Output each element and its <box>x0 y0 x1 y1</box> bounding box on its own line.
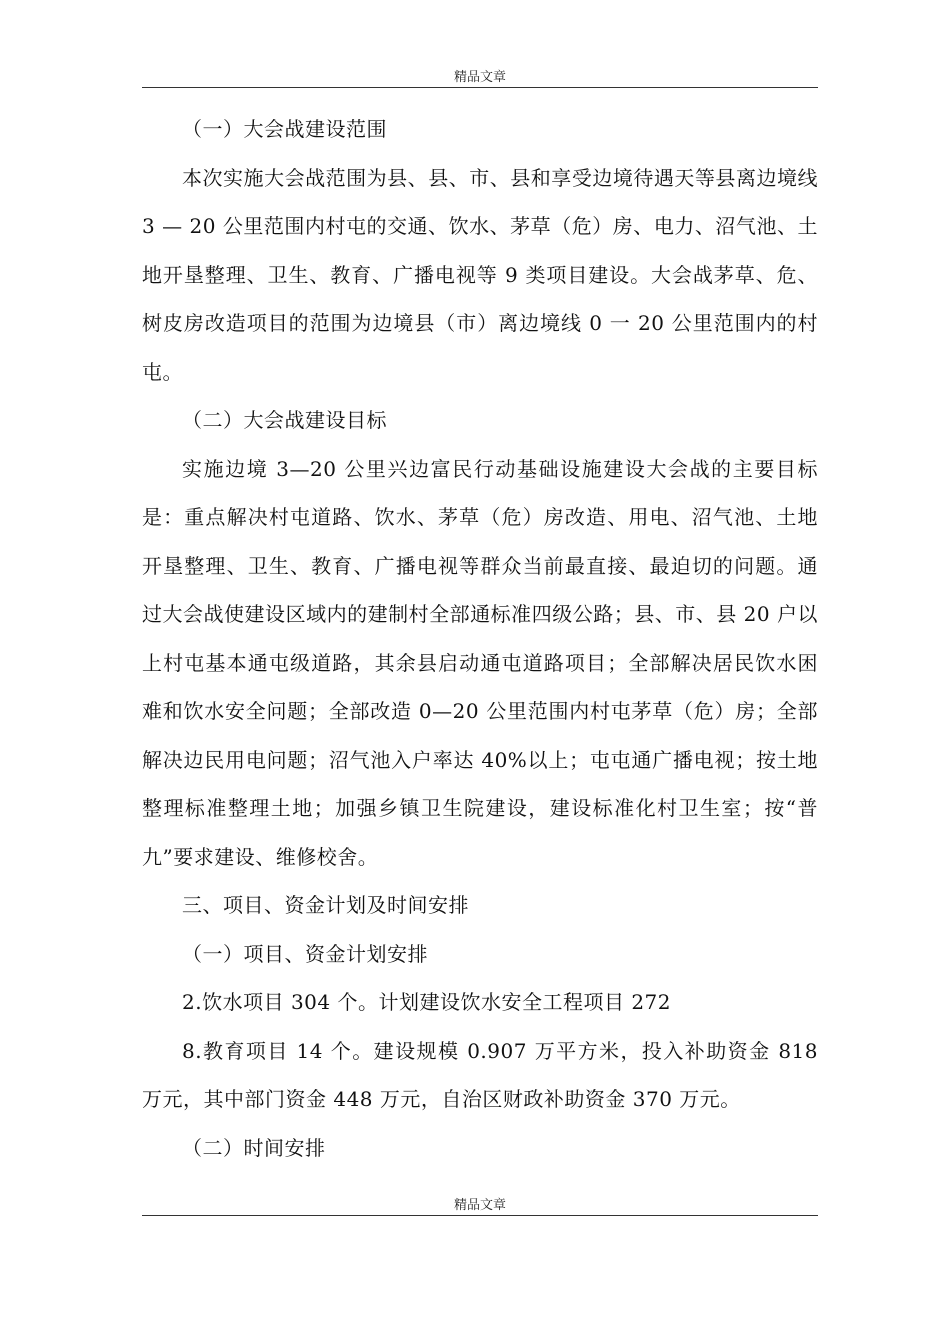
paragraph-water-projects: 2.饮水项目 304 个。计划建设饮水安全工程项目 272 <box>182 990 672 1014</box>
page-header: 精品文章 <box>453 70 506 85</box>
page-footer: 精品文章 <box>453 1198 506 1213</box>
header-rule <box>142 87 818 88</box>
paragraph-scope: 本次实施大会战范围为县、县、市、县和享受边境待遇天等县离边境线 3 — 20 公里范围内村屯的交通、饮水、茅草（危）房、电力、沼气池、土地开垦整理、卫生、教育、广播电视等 9 类项目建设。大会战茅草、危、树皮房改造项目的范围为边境县（市）离边境线 0 一 20 公里范围内的村屯。 <box>142 165 818 384</box>
section-heading-scope: （一）大会战建设范围 <box>182 117 387 141</box>
document-body <box>142 105 818 1172</box>
paragraph-goals: 实施边境 3—20 公里兴边富民行动基础设施建设大会战的主要目标是：重点解决村屯道路、饮水、茅草（危）房改造、用电、沼气池、土地开垦整理、卫生、教育、广播电视等群众当前最直接、最迫切的问题。通过大会战使建设区域内的建制村全部通标准四级公路；县、市、县 20 户以上村屯基本通屯级道路，其余县启动通屯道路项目；全部解决居民饮水困难和饮水安全问题；全部改造 0—20 公里范围内村屯茅草（危）房；全部解决边民用电问题；沼气池入户率达 40%以上；屯屯通广播电视；按土地整理标准整理土地；加强乡镇卫生院建设，建设标准化村卫生室；按“普九”要求建设、维修校舍。 <box>142 456 818 869</box>
footer-rule <box>142 1215 818 1216</box>
subsection-heading-funding: （一）项目、资金计划安排 <box>182 941 428 966</box>
subsection-heading-schedule: （二）时间安排 <box>182 1135 326 1160</box>
paragraph-education-projects: 8.教育项目 14 个。建设规模 0.907 万平方米，投入补助资金 818 万元，其中部门资金 448 万元，自治区财政补助资金 370 万元。 <box>142 1038 818 1111</box>
section-heading-goals: （二）大会战建设目标 <box>182 408 387 432</box>
section-heading-plan: 三、项目、资金计划及时间安排 <box>182 893 469 917</box>
